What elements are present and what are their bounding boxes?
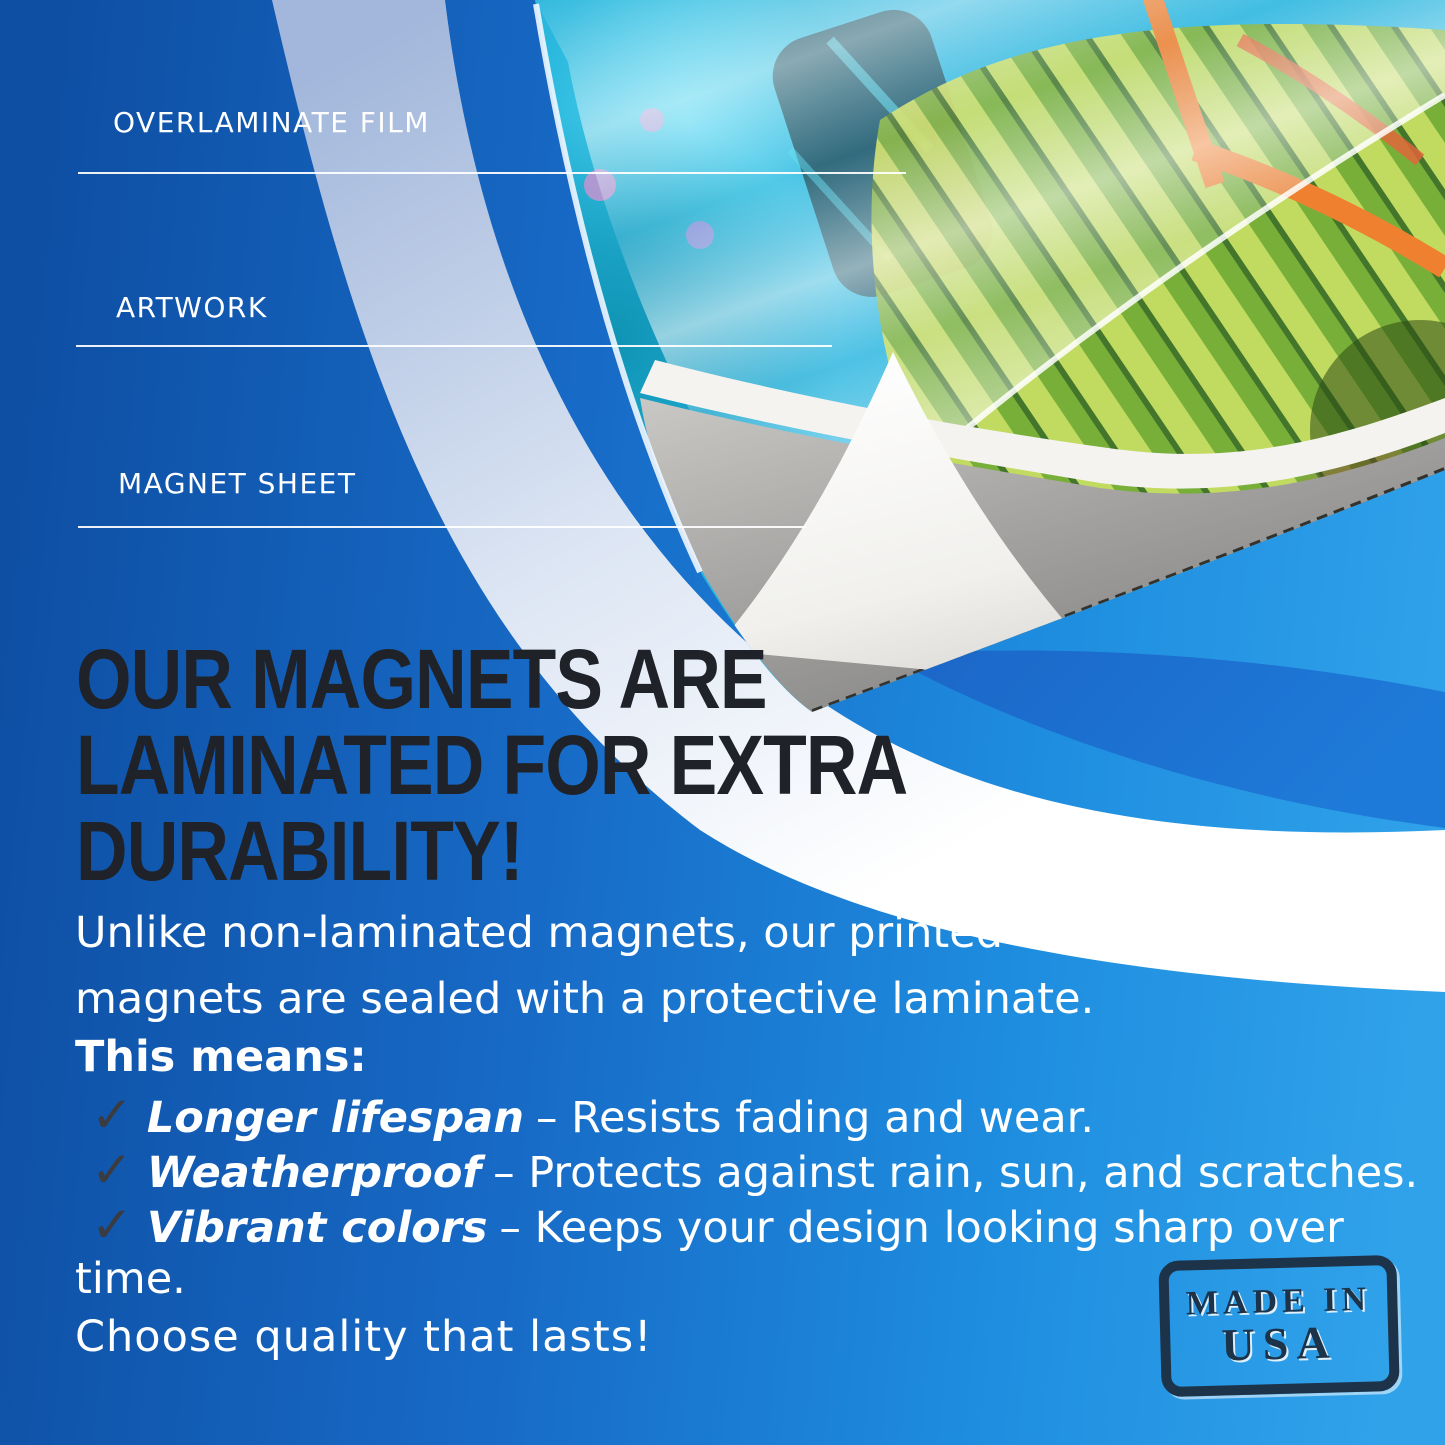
intro-line-1: Unlike non-laminated magnets, our printed — [75, 908, 1003, 958]
benefit-wrap-continuation: time. — [75, 1254, 186, 1304]
benefit-item-lifespan — [75, 1088, 1418, 1143]
label-magnet-sheet: MAGNET SHEET — [118, 467, 357, 500]
headline-line-3: DURABILITY! — [76, 804, 523, 898]
callout-line-magnet-sheet — [78, 526, 806, 528]
headline — [76, 632, 908, 898]
callout-line-overlaminate — [78, 172, 906, 174]
benefit-title: Longer lifespan — [146, 1093, 524, 1143]
benefit-description: – Keeps your design looking sharp over — [499, 1203, 1344, 1253]
this-means-label: This means: — [75, 1032, 367, 1082]
checkmark-icon: ✓ — [91, 1086, 133, 1144]
label-artwork: ARTWORK — [116, 291, 268, 324]
stamp-line-1: MADE IN — [1185, 1280, 1372, 1323]
checkmark-icon: ✓ — [91, 1141, 133, 1199]
benefit-title: Weatherproof — [146, 1148, 482, 1198]
closing-line: Choose quality that lasts! — [75, 1312, 653, 1362]
benefit-description: – Resists fading and wear. — [535, 1093, 1095, 1143]
benefit-item-weatherproof — [75, 1143, 1418, 1198]
label-overlaminate-film: OVERLAMINATE FILM — [113, 106, 430, 139]
stamp-line-2: USA — [1220, 1316, 1339, 1371]
benefit-item-vibrant-colors — [75, 1198, 1418, 1253]
headline-line-1: OUR MAGNETS ARE — [76, 632, 767, 726]
made-in-usa-stamp — [1158, 1255, 1399, 1397]
checkmark-icon: ✓ — [91, 1196, 133, 1254]
benefit-description: – Protects against rain, sun, and scratches. — [493, 1148, 1419, 1198]
benefit-list — [75, 1088, 1418, 1253]
callout-line-artwork — [76, 345, 832, 347]
benefit-title: Vibrant colors — [146, 1203, 488, 1253]
intro-line-2: magnets are sealed with a protective laminate. — [75, 974, 1095, 1024]
headline-line-2: LAMINATED FOR EXTRA — [76, 718, 908, 812]
intro-paragraph — [75, 900, 1094, 1032]
